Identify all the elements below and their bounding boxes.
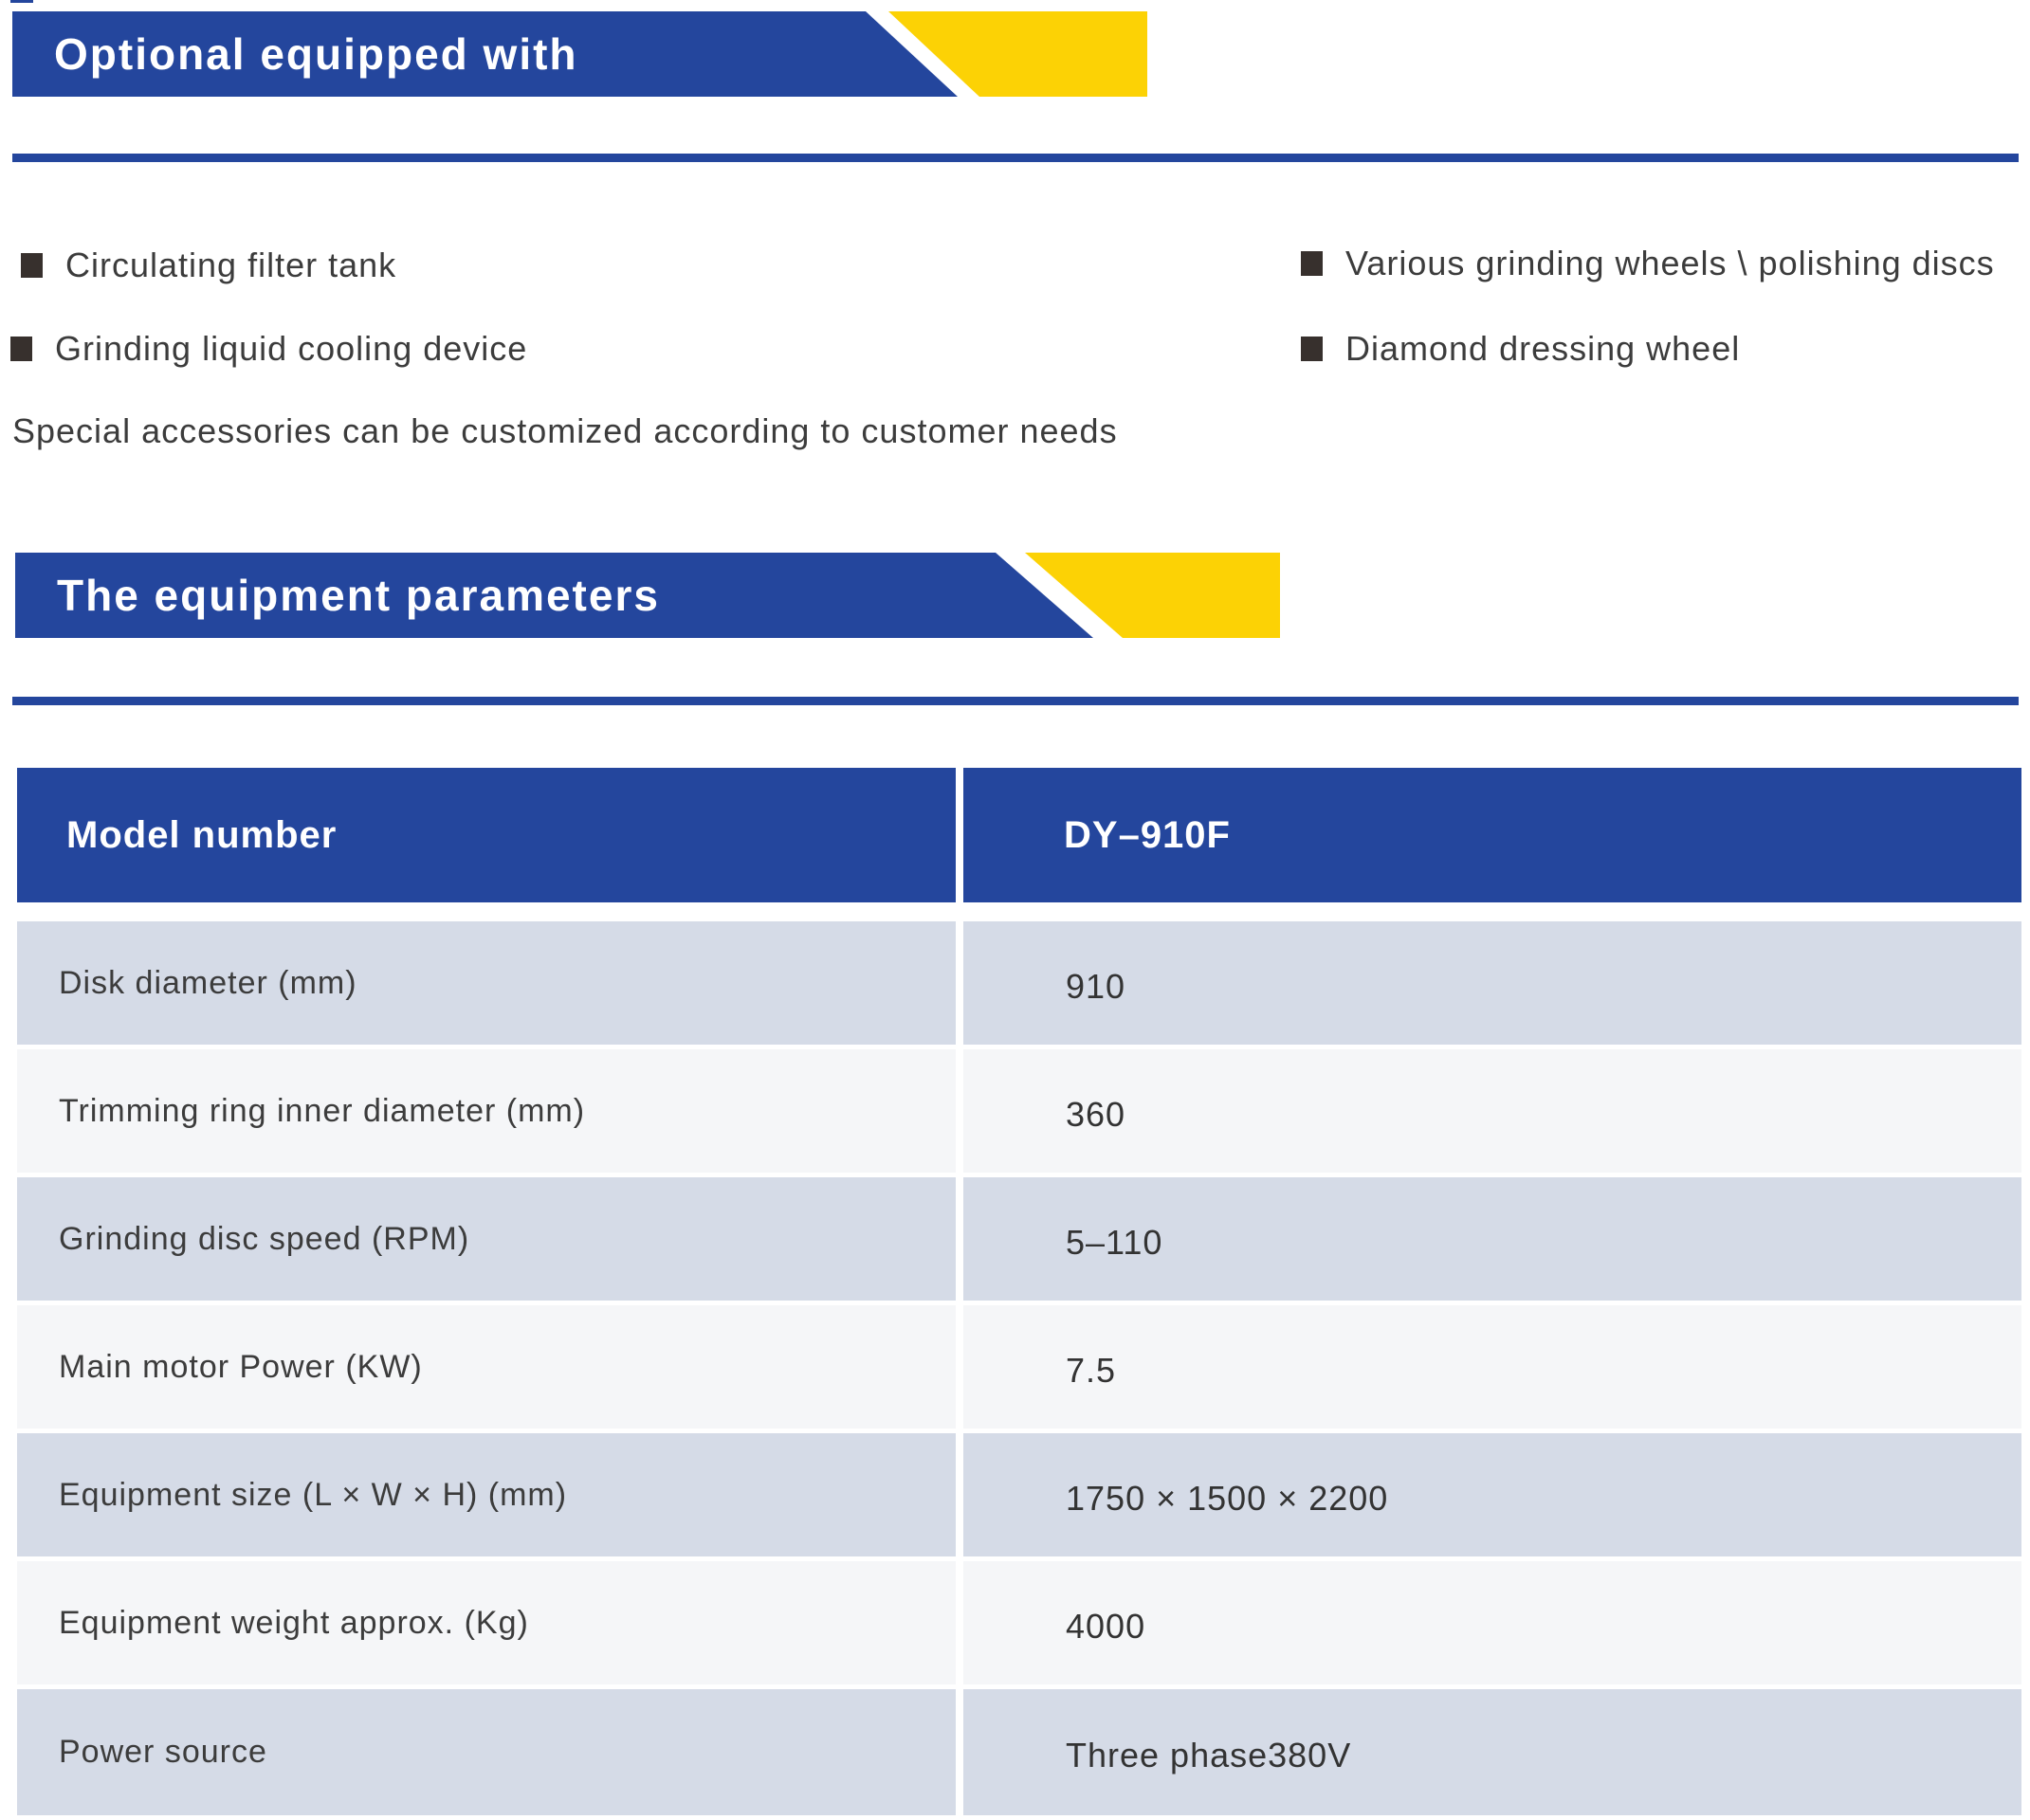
table-header-row [17, 768, 2021, 902]
divider-line-parameters [12, 697, 2019, 705]
header-cell-model-number: Model number [17, 768, 956, 902]
row-label-cell: Equipment size (L × W × H) (mm) [17, 1433, 956, 1556]
row-label-cell: Power source [17, 1689, 956, 1815]
row-value-cell: 910 [963, 921, 2021, 1045]
row-label-cell: Main motor Power (KW) [17, 1305, 956, 1429]
note-text: Special accessories can be customized according to customer needs [12, 411, 1118, 450]
list-item-label: Diamond dressing wheel [1345, 329, 1741, 368]
divider-line-optional [12, 154, 2019, 162]
section-banner-optional [12, 11, 1147, 97]
top-edge-artifact [10, 0, 33, 3]
bullet-square-icon [10, 337, 32, 361]
row-label-cell: Disk diameter (mm) [17, 921, 956, 1045]
row-value-cell: 5–110 [963, 1177, 2021, 1301]
row-value-cell: Three phase380V [963, 1689, 2021, 1815]
section-title-parameters: The equipment parameters [57, 571, 660, 620]
list-item [10, 327, 527, 371]
table-row [17, 921, 2021, 1045]
list-item-label: Various grinding wheels \ polishing discs [1345, 244, 1995, 282]
row-value-cell: 360 [963, 1049, 2021, 1173]
table-row [17, 1689, 2021, 1815]
row-label-cell: Equipment weight approx. (Kg) [17, 1561, 956, 1684]
row-label-cell: Grinding disc speed (RPM) [17, 1177, 956, 1301]
list-item [1301, 242, 1995, 285]
bullet-square-icon [21, 253, 43, 278]
table-row [17, 1049, 2021, 1173]
table-row [17, 1177, 2021, 1301]
list-item-label: Grinding liquid cooling device [55, 329, 528, 368]
header-cell-model-value: DY–910F [963, 768, 2021, 902]
table-row [17, 1433, 2021, 1556]
list-item [1301, 327, 1740, 371]
row-value-cell: 4000 [963, 1561, 2021, 1684]
parameters-table [17, 768, 2021, 1815]
table-row [17, 1561, 2021, 1684]
table-row [17, 1305, 2021, 1429]
list-item-label: Circulating filter tank [65, 246, 397, 284]
row-label-cell: Trimming ring inner diameter (mm) [17, 1049, 956, 1173]
list-item [21, 244, 396, 287]
row-value-cell: 1750 × 1500 × 2200 [963, 1433, 2021, 1556]
row-value-cell: 7.5 [963, 1305, 2021, 1429]
section-banner-parameters [15, 553, 1280, 638]
bullet-square-icon [1301, 251, 1323, 276]
section-title-optional: Optional equipped with [54, 29, 578, 79]
bullet-square-icon [1301, 337, 1323, 361]
